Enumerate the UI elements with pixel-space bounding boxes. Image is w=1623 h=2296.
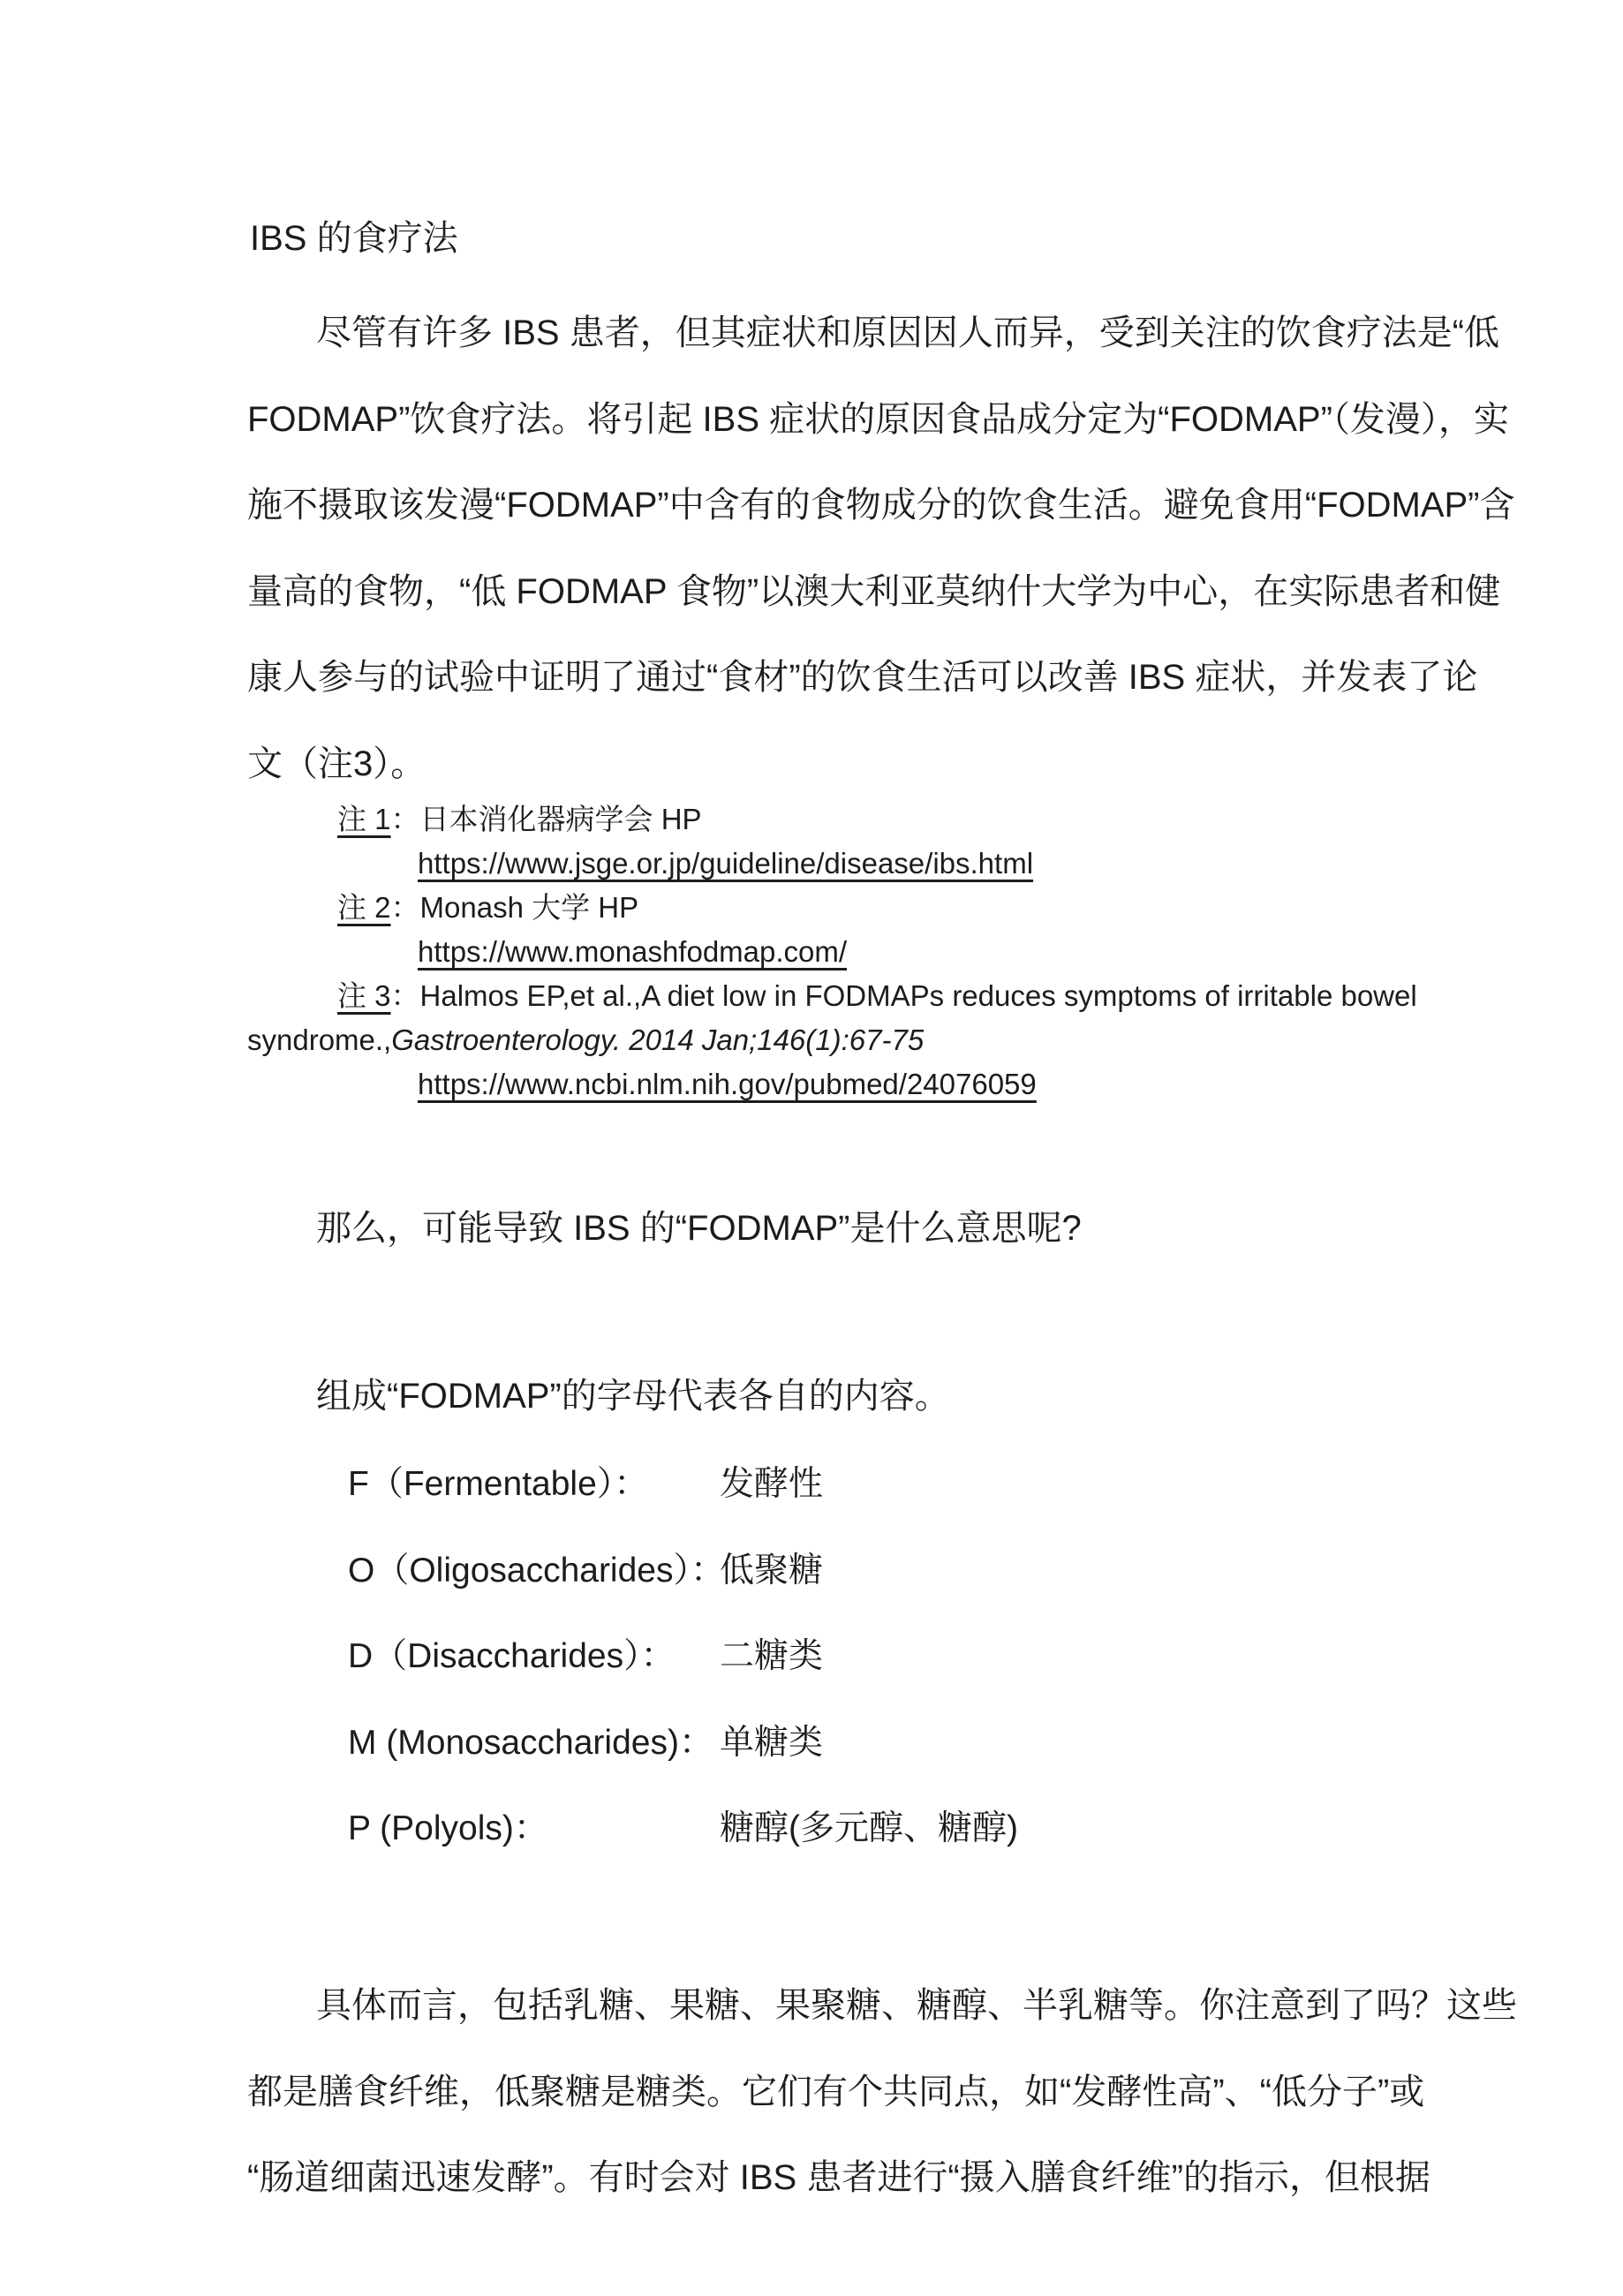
paragraph-line: 那么，可能导致 IBS 的“FODMAP”是什么意思呢?	[316, 1209, 1082, 1248]
fodmap-letter: M (Monosaccharides)：	[348, 1723, 713, 1762]
paragraph-line: 文（注3）。	[247, 744, 427, 783]
paragraph-line: 量高的食物，“低 FODMAP 食物”以澳大利亚莫纳什大学为中心，在实际患者和健	[247, 571, 1501, 611]
note-2-label: 注 2	[337, 891, 391, 924]
fodmap-letter: P (Polyols)：	[348, 1809, 548, 1847]
note-3-text: ：Halmos EP,et al.,A diet low in FODMAPs reduces symptoms of irritable bowel	[390, 979, 1417, 1012]
note-3-wrap-text: syndrome.,	[247, 1023, 392, 1056]
note-2-text: ：Monash 大学 HP	[390, 891, 639, 924]
paragraph-letters-intro	[247, 1354, 1483, 1440]
fodmap-letter: D（Disaccharides）：	[348, 1637, 676, 1675]
note-3	[247, 974, 1501, 1018]
fodmap-meaning: 发酵性	[720, 1465, 824, 1503]
pubmed-link[interactable]: https://www.ncbi.nlm.nih.gov/pubmed/24076059	[418, 1068, 1037, 1100]
note-3-journal-citation: Gastroenterology. 2014 Jan;146(1):67-75	[391, 1023, 925, 1056]
list-item	[348, 1700, 1496, 1786]
note-3-label: 注 3	[337, 979, 391, 1012]
paragraph-line: 施不摄取该发漫“FODMAP”中含有的食物成分的饮食生活。避免食用“FODMAP”含	[247, 486, 1515, 525]
fodmap-meaning: 糖醇(多元醇、糖醇)	[720, 1809, 1018, 1847]
note-1-url-line	[247, 842, 1501, 886]
paragraph-line: 都是膳食纤维，低聚糖是糖类。它们有个共同点，如“发酵性高”、“低分子”或	[247, 2072, 1425, 2111]
fodmap-meaning: 二糖类	[720, 1637, 824, 1675]
monash-link[interactable]: https://www.monashfodmap.com/	[418, 935, 848, 968]
fodmap-definition-list	[348, 1441, 1496, 1872]
list-item	[348, 1613, 1496, 1700]
paragraph-line: 具体而言，包括乳糖、果糖、果聚糖、糖醇、半乳糖等。你注意到了吗？这些	[316, 1986, 1517, 2025]
fodmap-letter: O（Oligosaccharides）：	[348, 1551, 725, 1590]
note-3-url-line	[247, 1062, 1501, 1106]
note-1-text: ：日本消化器病学会 HP	[390, 803, 702, 835]
list-item	[348, 1528, 1496, 1614]
note-2-url-line	[247, 930, 1501, 974]
list-item	[348, 1441, 1496, 1528]
note-3-wrap-line	[247, 1018, 1501, 1062]
paragraph-question	[247, 1186, 1483, 1273]
paragraph-line: 康人参与的试验中证明了通过“食材”的饮食生活可以改善 IBS 症状，并发表了论	[247, 658, 1478, 697]
paragraph-specifics	[247, 1963, 1517, 2222]
paragraph-line: FODMAP”饮食疗法。将引起 IBS 症状的原因食品成分定为“FODMAP”（发漫），实	[247, 399, 1509, 439]
note-1	[247, 797, 1501, 842]
paragraph-line: “肠道细菌迅速发酵”。有时会对 IBS 患者进行“摄入膳食纤维”的指示，但根据	[247, 2158, 1431, 2197]
page-title: IBS 的食疗法	[250, 219, 458, 258]
jsge-link[interactable]: https://www.jsge.or.jp/guideline/disease/ibs.html	[418, 847, 1034, 880]
note-1-label: 注 1	[337, 803, 391, 835]
paragraph-line: 组成“FODMAP”的字母代表各自的内容。	[316, 1377, 950, 1416]
fodmap-meaning: 低聚糖	[720, 1551, 824, 1590]
footnotes-block	[247, 797, 1501, 1106]
paragraph-fodmap-intro	[247, 291, 1515, 807]
fodmap-letter: F（Fermentable）：	[348, 1465, 649, 1503]
list-item	[348, 1786, 1496, 1872]
fodmap-meaning: 单糖类	[720, 1723, 824, 1762]
paragraph-line: 尽管有许多 IBS 患者，但其症状和原因因人而异，受到关注的饮食疗法是“低	[316, 313, 1500, 352]
note-2	[247, 886, 1501, 930]
